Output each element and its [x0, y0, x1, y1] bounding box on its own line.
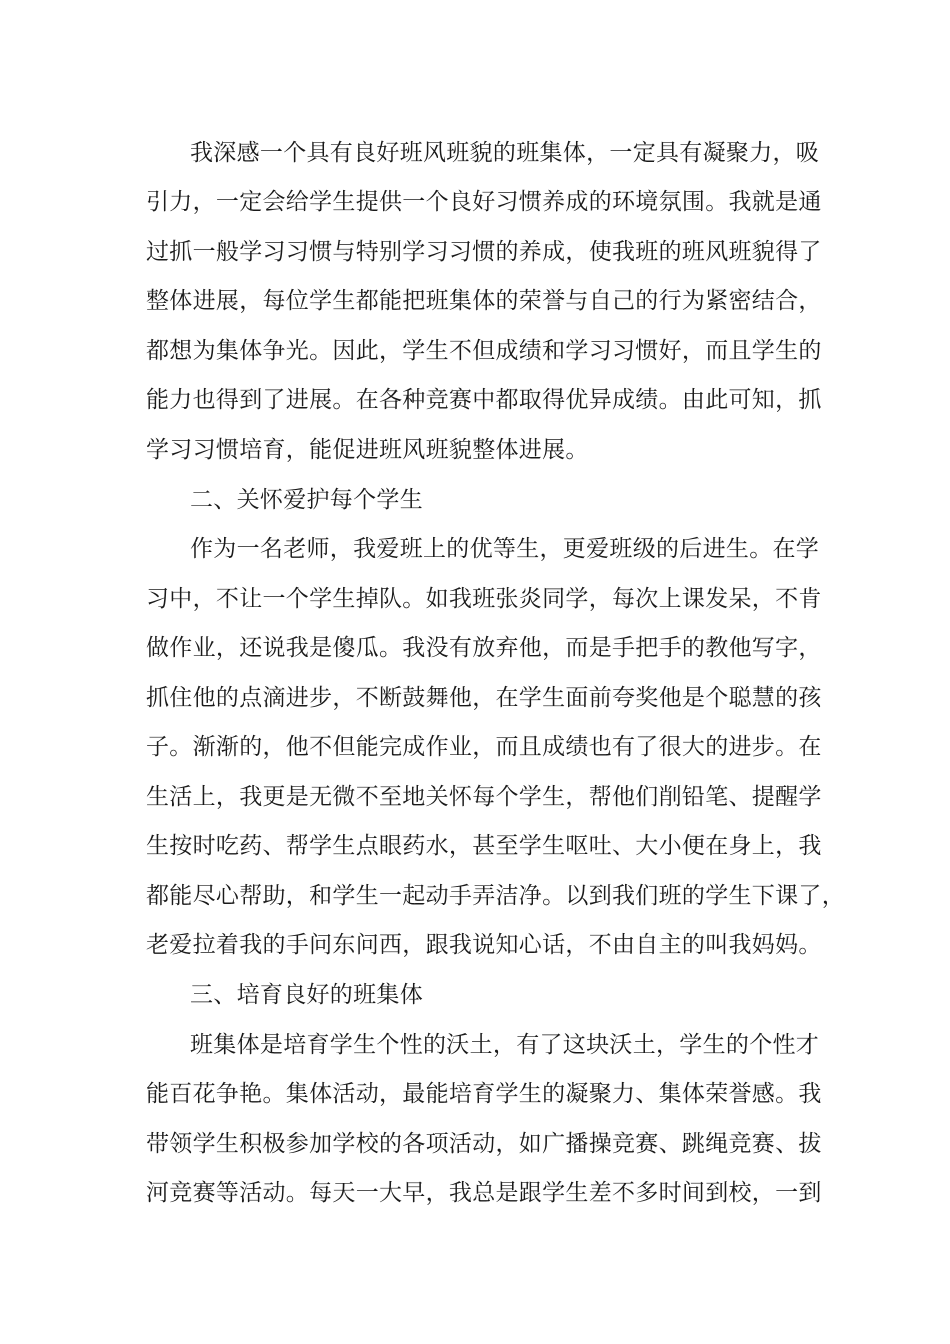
paragraph-line: 作为一名老师，我爱班上的优等生，更爱班级的后进生。在学: [190, 536, 820, 562]
paragraph-line: 老爱拉着我的手问东问西，跟我说知心话，不由自主的叫我妈妈。: [146, 932, 822, 958]
paragraph-line: 整体进展，每位学生都能把班集体的荣誉与自己的行为紧密结合，: [146, 288, 822, 314]
paragraph-line: 引力，一定会给学生提供一个良好习惯养成的环境氛围。我就是通: [146, 189, 822, 215]
paragraph-line: 河竞赛等活动。每天一大早，我总是跟学生差不多时间到校，一到: [146, 1180, 822, 1206]
paragraph-line: 都想为集体争光。因此，学生不但成绩和学习习惯好，而且学生的: [146, 338, 822, 364]
paragraph-line: 生活上，我更是无微不至地关怀每个学生，帮他们削铅笔、提醒学: [146, 784, 822, 810]
paragraph-line: 生按时吃药、帮学生点眼药水，甚至学生呕吐、大小便在身上，我: [146, 833, 822, 859]
paragraph-line: 学习习惯培育，能促进班风班貌整体进展。: [146, 437, 589, 463]
paragraph-line: 能百花争艳。集体活动，最能培育学生的凝聚力、集体荣誉感。我: [146, 1081, 822, 1107]
paragraph-line: 习中，不让一个学生掉队。如我班张炎同学，每次上课发呆，不肯: [146, 586, 822, 612]
paragraph-line: 做作业，还说我是傻瓜。我没有放弃他，而是手把手的教他写字，: [146, 635, 822, 661]
paragraph-line: 我深感一个具有良好班风班貌的班集体，一定具有凝聚力，吸: [190, 140, 820, 166]
section-heading: 二、关怀爱护每个学生: [190, 487, 423, 513]
paragraph-line: 都能尽心帮助，和学生一起动手弄洁净。以到我们班的学生下课了，: [146, 883, 845, 909]
paragraph-line: 子。渐渐的，他不但能完成作业，而且成绩也有了很大的进步。在: [146, 734, 822, 760]
paragraph-line: 能力也得到了进展。在各种竞赛中都取得优异成绩。由此可知，抓: [146, 387, 822, 413]
paragraph-line: 过抓一般学习习惯与特别学习习惯的养成，使我班的班风班貌得了: [146, 239, 822, 265]
paragraph-line: 带领学生积极参加学校的各项活动，如广播操竞赛、跳绳竞赛、拔: [146, 1131, 822, 1157]
section-heading: 三、培育良好的班集体: [190, 982, 423, 1008]
paragraph-line: 抓住他的点滴进步，不断鼓舞他，在学生面前夸奖他是个聪慧的孩: [146, 685, 822, 711]
paragraph-line: 班集体是培育学生个性的沃土，有了这块沃土，学生的个性才: [190, 1032, 820, 1058]
